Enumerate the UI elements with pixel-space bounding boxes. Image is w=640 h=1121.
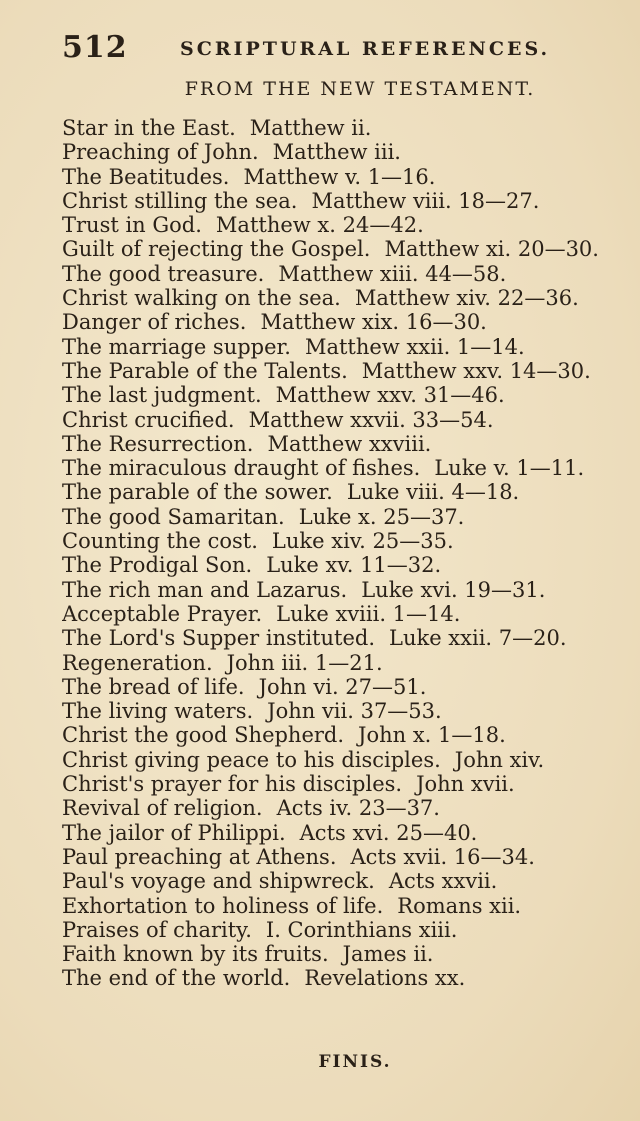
reference-row bbox=[62, 966, 632, 990]
reference-citation: Luke xiv. 25—35. bbox=[271, 529, 454, 554]
reference-list bbox=[62, 116, 632, 991]
reference-row bbox=[62, 626, 632, 650]
page-number: 512 bbox=[62, 30, 128, 65]
reference-row bbox=[62, 335, 632, 359]
reference-topic: The Lord's Supper instituted. bbox=[62, 626, 375, 651]
reference-row bbox=[62, 723, 632, 747]
reference-row bbox=[62, 578, 632, 602]
reference-row bbox=[62, 869, 632, 893]
reference-citation: John x. 1—18. bbox=[358, 723, 506, 748]
reference-citation: Matthew xix. 16—30. bbox=[260, 310, 487, 335]
reference-row bbox=[62, 699, 632, 723]
reference-topic: The marriage supper. bbox=[62, 334, 291, 359]
reference-topic: Praises of charity. bbox=[62, 917, 252, 942]
reference-citation: Matthew xiii. 44—58. bbox=[278, 261, 507, 286]
reference-row bbox=[62, 821, 632, 845]
reference-row bbox=[62, 310, 632, 334]
running-head: SCRIPTURAL REFERENCES. bbox=[180, 38, 551, 60]
section-title: FROM THE NEW TESTAMENT. bbox=[184, 78, 536, 100]
reference-citation: John vii. 37—53. bbox=[267, 699, 442, 724]
reference-row bbox=[62, 383, 632, 407]
reference-citation: I. Corinthians xiii. bbox=[265, 917, 458, 942]
reference-topic: Trust in God. bbox=[62, 213, 202, 238]
reference-citation: Acts iv. 23—37. bbox=[276, 796, 440, 821]
reference-row bbox=[62, 262, 632, 286]
reference-topic: The rich man and Lazarus. bbox=[62, 577, 348, 602]
reference-row bbox=[62, 553, 632, 577]
reference-citation: Matthew xxviii. bbox=[267, 431, 432, 456]
reference-citation: Luke v. 1—11. bbox=[434, 456, 585, 481]
reference-topic: The end of the world. bbox=[62, 966, 291, 991]
reference-row bbox=[62, 408, 632, 432]
reference-citation: Matthew xi. 20—30. bbox=[384, 237, 599, 262]
reference-row bbox=[62, 140, 632, 164]
reference-row bbox=[62, 602, 632, 626]
reference-topic: Paul's voyage and shipwreck. bbox=[62, 869, 375, 894]
reference-topic: Regeneration. bbox=[62, 650, 213, 675]
reference-citation: Luke xxii. 7—20. bbox=[389, 626, 567, 651]
reference-citation: Matthew iii. bbox=[272, 140, 401, 165]
reference-citation: Matthew xiv. 22—36. bbox=[354, 286, 579, 311]
reference-row bbox=[62, 505, 632, 529]
reference-citation: John xvii. bbox=[416, 772, 515, 797]
reference-citation: John iii. 1—21. bbox=[226, 650, 383, 675]
reference-topic: The Resurrection. bbox=[62, 431, 254, 456]
reference-citation: Luke xvi. 19—31. bbox=[361, 577, 546, 602]
reference-topic: Preaching of John. bbox=[62, 140, 259, 165]
reference-row bbox=[62, 116, 632, 140]
reference-citation: Romans xii. bbox=[397, 893, 522, 918]
reference-citation: Acts xxvii. bbox=[388, 869, 498, 894]
reference-citation: Matthew viii. 18—27. bbox=[311, 188, 540, 213]
reference-row bbox=[62, 894, 632, 918]
reference-topic: The miraculous draught of fishes. bbox=[62, 456, 421, 481]
reference-citation: Matthew xxv. 14—30. bbox=[361, 358, 591, 383]
reference-row bbox=[62, 237, 632, 261]
reference-topic: The Parable of the Talents. bbox=[62, 358, 348, 383]
reference-row bbox=[62, 213, 632, 237]
finis: FINIS. bbox=[318, 1052, 392, 1072]
reference-row bbox=[62, 286, 632, 310]
reference-citation: Matthew v. 1—16. bbox=[243, 164, 436, 189]
reference-topic: Christ stilling the sea. bbox=[62, 188, 298, 213]
reference-citation: Luke xviii. 1—14. bbox=[276, 601, 461, 626]
reference-row bbox=[62, 796, 632, 820]
reference-row bbox=[62, 651, 632, 675]
reference-citation: Matthew xxvii. 33—54. bbox=[248, 407, 494, 432]
reference-row bbox=[62, 456, 632, 480]
reference-topic: Faith known by its fruits. bbox=[62, 942, 329, 967]
reference-citation: Luke viii. 4—18. bbox=[346, 480, 520, 505]
reference-topic: Guilt of rejecting the Gospel. bbox=[62, 237, 371, 262]
reference-row bbox=[62, 918, 632, 942]
reference-row bbox=[62, 748, 632, 772]
reference-citation: John vi. 27—51. bbox=[258, 674, 427, 699]
reference-citation: Matthew x. 24—42. bbox=[215, 213, 424, 238]
reference-citation: Revelations xx. bbox=[304, 966, 466, 991]
reference-row bbox=[62, 432, 632, 456]
reference-topic: The parable of the sower. bbox=[62, 480, 333, 505]
reference-row bbox=[62, 359, 632, 383]
reference-citation: John xiv. bbox=[454, 747, 545, 772]
reference-citation: Acts xvii. 16—34. bbox=[350, 844, 535, 869]
reference-topic: The good Samaritan. bbox=[62, 504, 285, 529]
reference-topic: The jailor of Philippi. bbox=[62, 820, 286, 845]
reference-topic: Danger of riches. bbox=[62, 310, 247, 335]
reference-topic: Acceptable Prayer. bbox=[62, 601, 263, 626]
reference-topic: The Beatitudes. bbox=[62, 164, 230, 189]
reference-topic: The Prodigal Son. bbox=[62, 553, 253, 578]
reference-citation: Luke xv. 11—32. bbox=[266, 553, 442, 578]
reference-row bbox=[62, 165, 632, 189]
reference-topic: The last judgment. bbox=[62, 383, 262, 408]
reference-row bbox=[62, 529, 632, 553]
reference-topic: Christ crucified. bbox=[62, 407, 235, 432]
reference-citation: Matthew ii. bbox=[249, 116, 372, 140]
reference-topic: The good treasure. bbox=[62, 261, 265, 286]
reference-topic: Christ walking on the sea. bbox=[62, 286, 341, 311]
reference-topic: Revival of religion. bbox=[62, 796, 263, 821]
reference-citation: Matthew xxv. 31—46. bbox=[275, 383, 505, 408]
reference-topic: Exhortation to holiness of life. bbox=[62, 893, 384, 918]
reference-topic: Christ's prayer for his disciples. bbox=[62, 772, 403, 797]
reference-row bbox=[62, 189, 632, 213]
reference-citation: Matthew xxii. 1—14. bbox=[304, 334, 525, 359]
reference-topic: Star in the East. bbox=[62, 116, 236, 140]
reference-row bbox=[62, 845, 632, 869]
reference-topic: Paul preaching at Athens. bbox=[62, 844, 337, 869]
reference-citation: Acts xvi. 25—40. bbox=[299, 820, 478, 845]
reference-topic: Christ giving peace to his disciples. bbox=[62, 747, 441, 772]
reference-row bbox=[62, 675, 632, 699]
reference-row bbox=[62, 772, 632, 796]
reference-citation: Luke x. 25—37. bbox=[298, 504, 465, 529]
reference-citation: James ii. bbox=[342, 942, 434, 967]
reference-row bbox=[62, 480, 632, 504]
reference-topic: The living waters. bbox=[62, 699, 254, 724]
reference-topic: Christ the good Shepherd. bbox=[62, 723, 345, 748]
reference-topic: Counting the cost. bbox=[62, 529, 258, 554]
reference-row bbox=[62, 942, 632, 966]
reference-topic: The bread of life. bbox=[62, 674, 245, 699]
